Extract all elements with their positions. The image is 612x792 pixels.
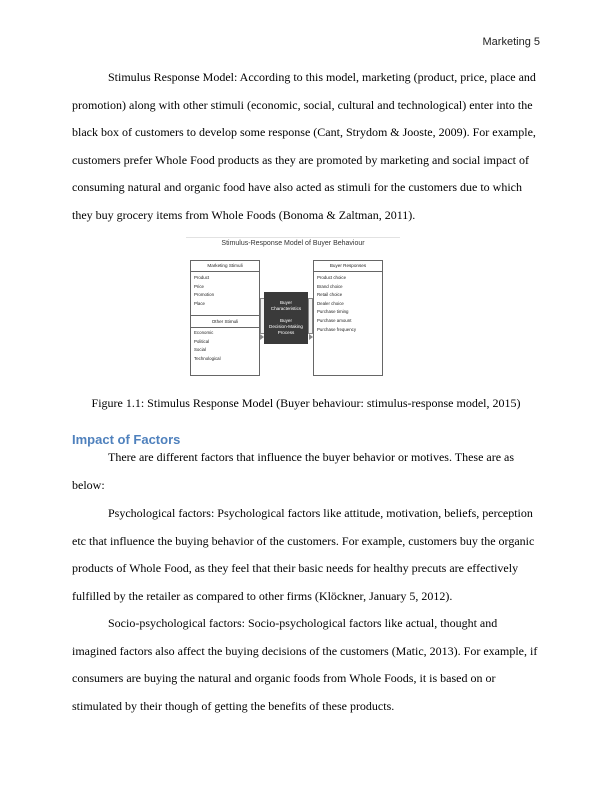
marketing-stimulus-item: Product bbox=[194, 275, 210, 280]
buyer-response-item: Retail choice bbox=[317, 292, 343, 298]
buyer-decision-process-label: Buyer Decision-Making Process bbox=[269, 318, 303, 335]
buyer-response-item: Product choice bbox=[317, 275, 347, 280]
other-stimulus-item: Social bbox=[194, 347, 206, 353]
stimuli-box bbox=[190, 260, 260, 376]
other-stimulus-item: Economic bbox=[194, 330, 214, 335]
page-header: Marketing 5 bbox=[482, 36, 540, 48]
paragraph-stimulus-response: Stimulus Response Model: According to this model, marketing (product, price, place and promotion) along with other stimuli (economic, social, cultural and technological) enter into the black box of customers to develop some response (Cant, Strydom & Jooste, 2009). For example, customers prefer Whole Food products as they are promoted by marketing and social impact of consuming natural and organic food have also acted as stimuli for the customers due to which they buy grocery items from Whole Foods (Bonoma & Zaltman, 2011). bbox=[72, 70, 536, 222]
buyer-response-item: Purchase amount bbox=[317, 317, 352, 323]
other-stimuli-header: Other Stimuli bbox=[191, 315, 259, 328]
paragraph-psychological-factors: Psychological factors: Psychological factors like attitude, motivation, beliefs, perception etc that influence the buying behavior of the customers. For example, customers buy the organic products of Whole Food, as they feel that their basic needs for healthy precuts are effectively fulfilled by the retailer as compared to other firms (Klöckner, January 5, 2012). bbox=[72, 506, 535, 603]
other-stimulus-item: Technological bbox=[194, 355, 221, 361]
other-stimulus-item: Political bbox=[194, 338, 210, 344]
buyer-responses-header: Buyer Responses bbox=[314, 261, 382, 272]
other-stimuli-list bbox=[191, 327, 224, 363]
section-heading: Impact of Factors bbox=[72, 432, 181, 447]
stimulus-response-figure bbox=[186, 236, 400, 376]
buyer-response-item: Dealer choice bbox=[317, 300, 344, 306]
paragraph-factors-intro: There are different factors that influence the buyer behavior or motives. These are as below: bbox=[72, 450, 515, 492]
input-arrow-icon bbox=[260, 334, 264, 340]
buyer-characteristics-label: Buyer Characteristics bbox=[270, 300, 302, 311]
marketing-stimulus-item: Promotion bbox=[194, 292, 215, 298]
figure-top-rule bbox=[186, 237, 400, 238]
marketing-stimuli-list bbox=[191, 272, 259, 308]
marketing-stimulus-item: Price bbox=[194, 283, 205, 289]
figure-caption: Figure 1.1: Stimulus Response Model (Buyer behaviour: stimulus-response model, 2015) bbox=[91, 396, 521, 410]
buyer-responses-box bbox=[313, 260, 383, 376]
marketing-stimulus-item: Place bbox=[194, 300, 205, 306]
buyer-black-box bbox=[264, 292, 308, 344]
buyer-responses-list bbox=[314, 272, 382, 334]
buyer-response-item: Brand choice bbox=[317, 283, 343, 289]
paragraph-socio-psychological-factors: Socio-psychological factors: Socio-psychological factors like actual, thought and imagined factors also affect the buying decisions of the customers (Matic, 2013). For example, if consumers are buying the natural and organic foods from Whole Foods, it is based on or stimulated by their though of getting the benefits of these products. bbox=[72, 616, 538, 713]
figure-title: Stimulus-Response Model of Buyer Behaviour bbox=[221, 240, 365, 247]
buyer-response-item: Purchase frequency bbox=[317, 326, 357, 332]
marketing-stimuli-header: Marketing Stimuli bbox=[191, 261, 259, 272]
buyer-response-item: Purchase timing bbox=[317, 309, 349, 315]
